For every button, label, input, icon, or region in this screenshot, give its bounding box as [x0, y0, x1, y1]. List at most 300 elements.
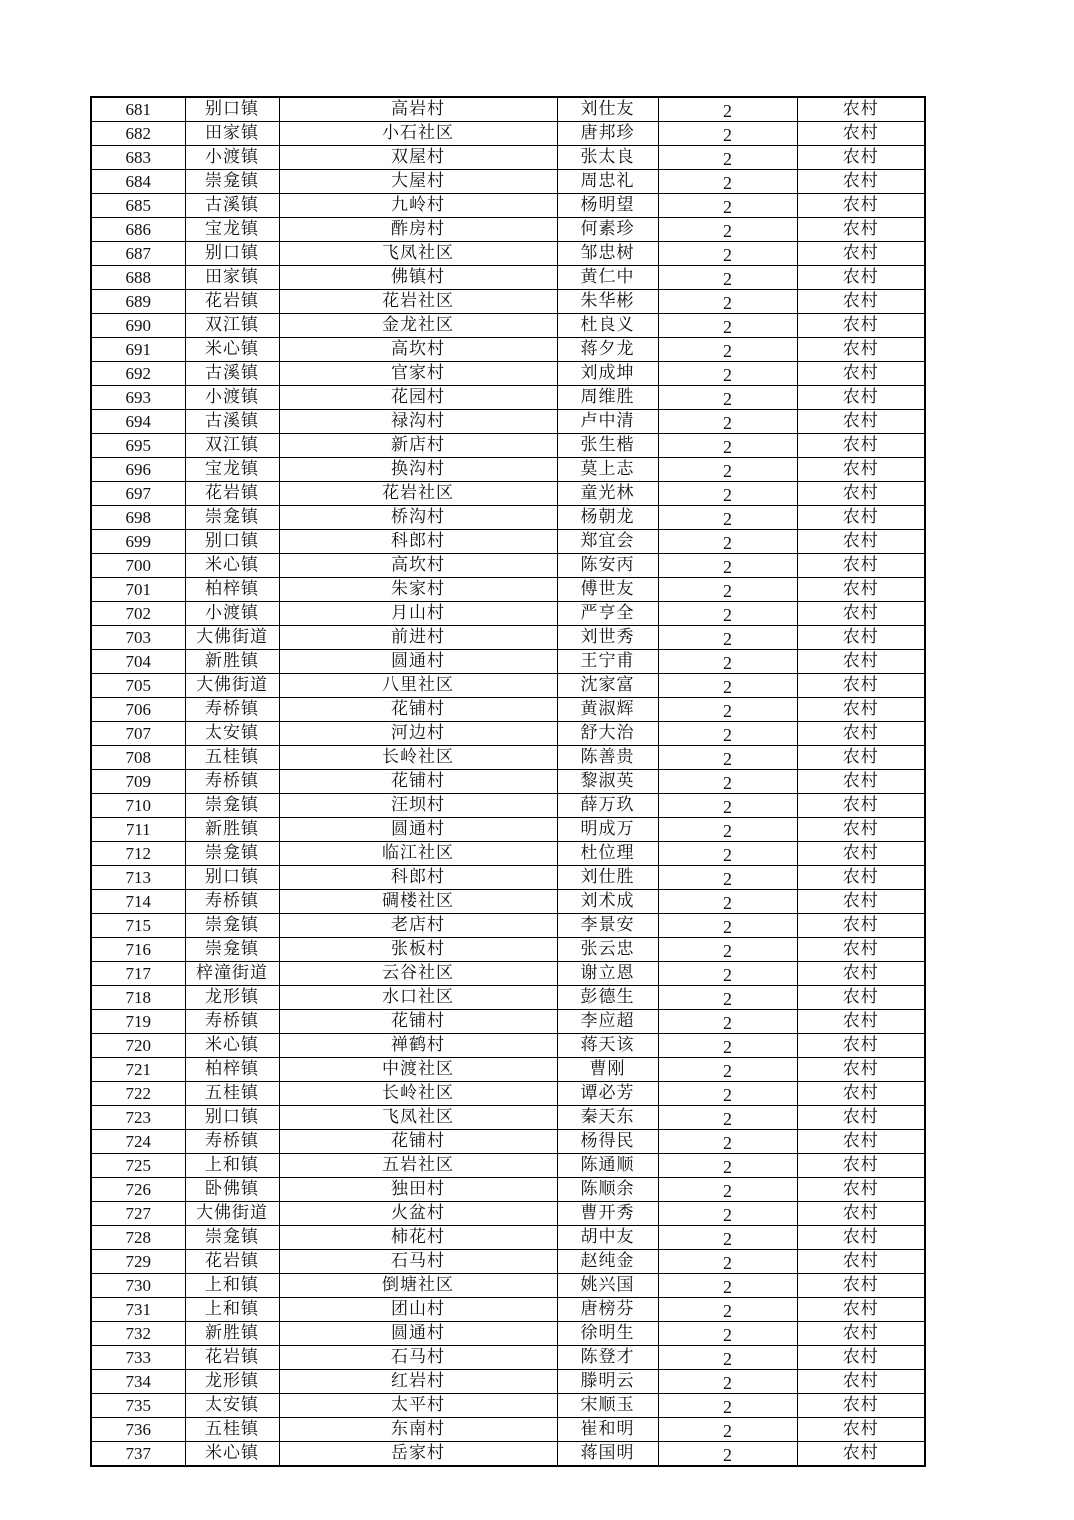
cell-person-name: 杨朝龙 — [557, 506, 658, 530]
table-row — [91, 458, 925, 482]
cell-serial-number: 685 — [91, 194, 185, 218]
cell-household-type: 农村 — [797, 626, 925, 650]
cell-quantity: 2 — [658, 1274, 797, 1298]
cell-town: 五桂镇 — [185, 1418, 279, 1442]
cell-quantity: 2 — [658, 1130, 797, 1154]
cell-town: 上和镇 — [185, 1274, 279, 1298]
cell-serial-number: 726 — [91, 1178, 185, 1202]
cell-village: 石马村 — [279, 1250, 557, 1274]
cell-quantity: 2 — [658, 866, 797, 890]
cell-person-name: 刘成坤 — [557, 362, 658, 386]
cell-town: 大佛街道 — [185, 626, 279, 650]
cell-household-type: 农村 — [797, 218, 925, 242]
cell-person-name: 杜位理 — [557, 842, 658, 866]
cell-town: 崇龛镇 — [185, 794, 279, 818]
cell-village: 河边村 — [279, 722, 557, 746]
cell-town: 米心镇 — [185, 1442, 279, 1467]
cell-village: 小石社区 — [279, 122, 557, 146]
cell-person-name: 朱华彬 — [557, 290, 658, 314]
cell-serial-number: 698 — [91, 506, 185, 530]
cell-person-name: 崔和明 — [557, 1418, 658, 1442]
cell-quantity: 2 — [658, 1418, 797, 1442]
cell-serial-number: 729 — [91, 1250, 185, 1274]
cell-household-type: 农村 — [797, 1274, 925, 1298]
cell-serial-number: 717 — [91, 962, 185, 986]
cell-serial-number: 716 — [91, 938, 185, 962]
cell-household-type: 农村 — [797, 410, 925, 434]
cell-person-name: 沈家富 — [557, 674, 658, 698]
cell-person-name: 刘仕友 — [557, 97, 658, 122]
cell-town: 小渡镇 — [185, 386, 279, 410]
table-row — [91, 1202, 925, 1226]
cell-village: 八里社区 — [279, 674, 557, 698]
cell-person-name: 宋顺玉 — [557, 1394, 658, 1418]
cell-quantity: 2 — [658, 458, 797, 482]
cell-serial-number: 737 — [91, 1442, 185, 1467]
cell-household-type: 农村 — [797, 674, 925, 698]
cell-town: 梓潼街道 — [185, 962, 279, 986]
cell-quantity: 2 — [658, 1178, 797, 1202]
cell-household-type: 农村 — [797, 746, 925, 770]
cell-serial-number: 707 — [91, 722, 185, 746]
cell-serial-number: 681 — [91, 97, 185, 122]
table-row — [91, 578, 925, 602]
cell-household-type: 农村 — [797, 338, 925, 362]
cell-person-name: 姚兴国 — [557, 1274, 658, 1298]
cell-quantity: 2 — [658, 146, 797, 170]
cell-village: 圆通村 — [279, 818, 557, 842]
cell-quantity: 2 — [658, 410, 797, 434]
cell-serial-number: 713 — [91, 866, 185, 890]
cell-quantity: 2 — [658, 170, 797, 194]
cell-household-type: 农村 — [797, 170, 925, 194]
cell-town: 太安镇 — [185, 722, 279, 746]
cell-serial-number: 724 — [91, 1130, 185, 1154]
cell-serial-number: 710 — [91, 794, 185, 818]
table-row — [91, 170, 925, 194]
cell-town: 田家镇 — [185, 122, 279, 146]
table-row — [91, 746, 925, 770]
cell-household-type: 农村 — [797, 1370, 925, 1394]
table-row — [91, 818, 925, 842]
cell-town: 双江镇 — [185, 314, 279, 338]
cell-quantity: 2 — [658, 506, 797, 530]
cell-person-name: 蒋天该 — [557, 1034, 658, 1058]
cell-quantity: 2 — [658, 650, 797, 674]
table-row — [91, 314, 925, 338]
cell-quantity: 2 — [658, 1370, 797, 1394]
cell-town: 宝龙镇 — [185, 218, 279, 242]
cell-person-name: 卢中清 — [557, 410, 658, 434]
table-row — [91, 242, 925, 266]
cell-quantity: 2 — [658, 434, 797, 458]
cell-serial-number: 702 — [91, 602, 185, 626]
cell-village: 长岭社区 — [279, 1082, 557, 1106]
cell-village: 花铺村 — [279, 770, 557, 794]
cell-serial-number: 719 — [91, 1010, 185, 1034]
table-row — [91, 146, 925, 170]
cell-household-type: 农村 — [797, 266, 925, 290]
cell-quantity: 2 — [658, 338, 797, 362]
table-row — [91, 482, 925, 506]
cell-village: 团山村 — [279, 1298, 557, 1322]
cell-household-type: 农村 — [797, 122, 925, 146]
cell-person-name: 蒋国明 — [557, 1442, 658, 1467]
cell-village: 高坎村 — [279, 338, 557, 362]
cell-household-type: 农村 — [797, 1298, 925, 1322]
cell-household-type: 农村 — [797, 1106, 925, 1130]
table-row — [91, 1082, 925, 1106]
table-row — [91, 1274, 925, 1298]
cell-village: 云谷社区 — [279, 962, 557, 986]
cell-quantity: 2 — [658, 1010, 797, 1034]
cell-serial-number: 703 — [91, 626, 185, 650]
cell-town: 五桂镇 — [185, 746, 279, 770]
cell-town: 宝龙镇 — [185, 458, 279, 482]
cell-serial-number: 683 — [91, 146, 185, 170]
cell-person-name: 徐明生 — [557, 1322, 658, 1346]
cell-person-name: 杜良义 — [557, 314, 658, 338]
cell-household-type: 农村 — [797, 1058, 925, 1082]
cell-person-name: 赵纯金 — [557, 1250, 658, 1274]
cell-town: 柏梓镇 — [185, 1058, 279, 1082]
cell-village: 新店村 — [279, 434, 557, 458]
table-row — [91, 1250, 925, 1274]
cell-quantity: 2 — [658, 818, 797, 842]
table-row — [91, 290, 925, 314]
cell-serial-number: 701 — [91, 578, 185, 602]
cell-household-type: 农村 — [797, 506, 925, 530]
cell-person-name: 陈安丙 — [557, 554, 658, 578]
cell-quantity: 2 — [658, 626, 797, 650]
cell-household-type: 农村 — [797, 194, 925, 218]
cell-serial-number: 734 — [91, 1370, 185, 1394]
cell-household-type: 农村 — [797, 722, 925, 746]
cell-person-name: 胡中友 — [557, 1226, 658, 1250]
cell-town: 米心镇 — [185, 1034, 279, 1058]
table-row — [91, 1442, 925, 1467]
cell-person-name: 谢立恩 — [557, 962, 658, 986]
cell-household-type: 农村 — [797, 650, 925, 674]
cell-household-type: 农村 — [797, 1418, 925, 1442]
cell-village: 张板村 — [279, 938, 557, 962]
cell-household-type: 农村 — [797, 1034, 925, 1058]
cell-town: 新胜镇 — [185, 650, 279, 674]
cell-person-name: 曹刚 — [557, 1058, 658, 1082]
table-row — [91, 338, 925, 362]
cell-person-name: 曹开秀 — [557, 1202, 658, 1226]
table-row — [91, 410, 925, 434]
cell-town: 卧佛镇 — [185, 1178, 279, 1202]
table-body — [91, 97, 925, 1466]
cell-household-type: 农村 — [797, 794, 925, 818]
cell-quantity: 2 — [658, 1442, 797, 1467]
cell-person-name: 王宁甫 — [557, 650, 658, 674]
cell-village: 禅鹤村 — [279, 1034, 557, 1058]
cell-household-type: 农村 — [797, 1346, 925, 1370]
cell-person-name: 黎淑英 — [557, 770, 658, 794]
cell-village: 碉楼社区 — [279, 890, 557, 914]
cell-person-name: 李应超 — [557, 1010, 658, 1034]
cell-town: 寿桥镇 — [185, 890, 279, 914]
cell-serial-number: 692 — [91, 362, 185, 386]
cell-serial-number: 722 — [91, 1082, 185, 1106]
cell-household-type: 农村 — [797, 530, 925, 554]
cell-person-name: 唐邦珍 — [557, 122, 658, 146]
table-row — [91, 1346, 925, 1370]
table-row — [91, 914, 925, 938]
cell-serial-number: 687 — [91, 242, 185, 266]
cell-person-name: 周忠礼 — [557, 170, 658, 194]
cell-village: 禄沟村 — [279, 410, 557, 434]
cell-town: 花岩镇 — [185, 1250, 279, 1274]
cell-quantity: 2 — [658, 290, 797, 314]
cell-serial-number: 706 — [91, 698, 185, 722]
cell-village: 石马村 — [279, 1346, 557, 1370]
cell-village: 飞凤社区 — [279, 1106, 557, 1130]
cell-village: 柿花村 — [279, 1226, 557, 1250]
cell-quantity: 2 — [658, 1202, 797, 1226]
cell-serial-number: 730 — [91, 1274, 185, 1298]
cell-household-type: 农村 — [797, 146, 925, 170]
cell-town: 龙形镇 — [185, 986, 279, 1010]
cell-town: 崇龛镇 — [185, 1226, 279, 1250]
data-table — [90, 96, 926, 1467]
cell-household-type: 农村 — [797, 290, 925, 314]
cell-quantity: 2 — [658, 242, 797, 266]
cell-town: 五桂镇 — [185, 1082, 279, 1106]
cell-person-name: 唐榜芬 — [557, 1298, 658, 1322]
cell-serial-number: 728 — [91, 1226, 185, 1250]
cell-town: 大佛街道 — [185, 674, 279, 698]
cell-village: 中渡社区 — [279, 1058, 557, 1082]
cell-serial-number: 721 — [91, 1058, 185, 1082]
table-row — [91, 122, 925, 146]
cell-town: 新胜镇 — [185, 1322, 279, 1346]
cell-serial-number: 723 — [91, 1106, 185, 1130]
cell-town: 花岩镇 — [185, 482, 279, 506]
cell-village: 汪坝村 — [279, 794, 557, 818]
cell-town: 寿桥镇 — [185, 1130, 279, 1154]
cell-serial-number: 736 — [91, 1418, 185, 1442]
cell-serial-number: 694 — [91, 410, 185, 434]
cell-person-name: 严亨全 — [557, 602, 658, 626]
cell-household-type: 农村 — [797, 1010, 925, 1034]
cell-serial-number: 732 — [91, 1322, 185, 1346]
cell-town: 龙形镇 — [185, 1370, 279, 1394]
cell-town: 寿桥镇 — [185, 698, 279, 722]
cell-village: 双屋村 — [279, 146, 557, 170]
cell-serial-number: 714 — [91, 890, 185, 914]
cell-quantity: 2 — [658, 194, 797, 218]
table-row — [91, 794, 925, 818]
table-row — [91, 866, 925, 890]
cell-serial-number: 684 — [91, 170, 185, 194]
cell-village: 前进村 — [279, 626, 557, 650]
table-row — [91, 674, 925, 698]
cell-village: 科郎村 — [279, 530, 557, 554]
cell-person-name: 张生楷 — [557, 434, 658, 458]
cell-town: 花岩镇 — [185, 1346, 279, 1370]
cell-quantity: 2 — [658, 986, 797, 1010]
cell-quantity: 2 — [658, 1058, 797, 1082]
cell-town: 太安镇 — [185, 1394, 279, 1418]
cell-quantity: 2 — [658, 97, 797, 122]
cell-village: 火盆村 — [279, 1202, 557, 1226]
cell-serial-number: 693 — [91, 386, 185, 410]
table-row — [91, 554, 925, 578]
cell-household-type: 农村 — [797, 938, 925, 962]
cell-quantity: 2 — [658, 386, 797, 410]
cell-serial-number: 709 — [91, 770, 185, 794]
cell-person-name: 李景安 — [557, 914, 658, 938]
cell-village: 花铺村 — [279, 698, 557, 722]
cell-person-name: 黄仁中 — [557, 266, 658, 290]
cell-village: 九岭村 — [279, 194, 557, 218]
table-row — [91, 218, 925, 242]
cell-quantity: 2 — [658, 554, 797, 578]
cell-serial-number: 688 — [91, 266, 185, 290]
table-row — [91, 698, 925, 722]
cell-household-type: 农村 — [797, 602, 925, 626]
cell-person-name: 陈登才 — [557, 1346, 658, 1370]
cell-serial-number: 708 — [91, 746, 185, 770]
cell-person-name: 陈善贵 — [557, 746, 658, 770]
table-row — [91, 434, 925, 458]
cell-household-type: 农村 — [797, 386, 925, 410]
cell-village: 桥沟村 — [279, 506, 557, 530]
cell-household-type: 农村 — [797, 242, 925, 266]
cell-serial-number: 700 — [91, 554, 185, 578]
cell-town: 寿桥镇 — [185, 1010, 279, 1034]
cell-quantity: 2 — [658, 266, 797, 290]
cell-town: 花岩镇 — [185, 290, 279, 314]
cell-person-name: 莫上志 — [557, 458, 658, 482]
cell-person-name: 童光林 — [557, 482, 658, 506]
cell-household-type: 农村 — [797, 962, 925, 986]
cell-village: 花岩社区 — [279, 290, 557, 314]
cell-person-name: 秦天东 — [557, 1106, 658, 1130]
cell-quantity: 2 — [658, 746, 797, 770]
cell-quantity: 2 — [658, 1394, 797, 1418]
cell-household-type: 农村 — [797, 1082, 925, 1106]
cell-village: 酢房村 — [279, 218, 557, 242]
cell-quantity: 2 — [658, 938, 797, 962]
table-row — [91, 530, 925, 554]
cell-quantity: 2 — [658, 890, 797, 914]
cell-household-type: 农村 — [797, 458, 925, 482]
cell-household-type: 农村 — [797, 434, 925, 458]
cell-household-type: 农村 — [797, 578, 925, 602]
cell-household-type: 农村 — [797, 770, 925, 794]
cell-household-type: 农村 — [797, 1202, 925, 1226]
cell-household-type: 农村 — [797, 1394, 925, 1418]
cell-household-type: 农村 — [797, 554, 925, 578]
cell-village: 高岩村 — [279, 97, 557, 122]
cell-person-name: 谭必芳 — [557, 1082, 658, 1106]
cell-household-type: 农村 — [797, 818, 925, 842]
cell-village: 东南村 — [279, 1418, 557, 1442]
cell-person-name: 刘仕胜 — [557, 866, 658, 890]
cell-household-type: 农村 — [797, 1442, 925, 1467]
cell-quantity: 2 — [658, 770, 797, 794]
cell-town: 崇龛镇 — [185, 506, 279, 530]
cell-household-type: 农村 — [797, 1130, 925, 1154]
cell-person-name: 杨得民 — [557, 1130, 658, 1154]
cell-village: 金龙社区 — [279, 314, 557, 338]
cell-quantity: 2 — [658, 794, 797, 818]
cell-person-name: 陈通顺 — [557, 1154, 658, 1178]
cell-quantity: 2 — [658, 1298, 797, 1322]
cell-village: 花园村 — [279, 386, 557, 410]
cell-serial-number: 696 — [91, 458, 185, 482]
cell-village: 花岩社区 — [279, 482, 557, 506]
cell-household-type: 农村 — [797, 890, 925, 914]
cell-person-name: 邹忠树 — [557, 242, 658, 266]
cell-household-type: 农村 — [797, 482, 925, 506]
cell-town: 崇龛镇 — [185, 842, 279, 866]
table-row — [91, 362, 925, 386]
table-row — [91, 842, 925, 866]
cell-village: 大屋村 — [279, 170, 557, 194]
cell-quantity: 2 — [658, 482, 797, 506]
cell-village: 临江社区 — [279, 842, 557, 866]
table-row — [91, 266, 925, 290]
table-row — [91, 722, 925, 746]
cell-person-name: 陈顺余 — [557, 1178, 658, 1202]
table-row — [91, 386, 925, 410]
table-row — [91, 506, 925, 530]
cell-quantity: 2 — [658, 602, 797, 626]
cell-household-type: 农村 — [797, 698, 925, 722]
table-row — [91, 1058, 925, 1082]
cell-quantity: 2 — [658, 698, 797, 722]
cell-village: 红岩村 — [279, 1370, 557, 1394]
table-row — [91, 938, 925, 962]
cell-household-type: 农村 — [797, 914, 925, 938]
cell-town: 崇龛镇 — [185, 914, 279, 938]
cell-village: 官家村 — [279, 362, 557, 386]
cell-town: 双江镇 — [185, 434, 279, 458]
cell-quantity: 2 — [658, 962, 797, 986]
table-row — [91, 1106, 925, 1130]
cell-serial-number: 689 — [91, 290, 185, 314]
cell-person-name: 明成万 — [557, 818, 658, 842]
cell-town: 崇龛镇 — [185, 938, 279, 962]
cell-quantity: 2 — [658, 1106, 797, 1130]
cell-town: 上和镇 — [185, 1154, 279, 1178]
cell-village: 老店村 — [279, 914, 557, 938]
cell-village: 太平村 — [279, 1394, 557, 1418]
cell-town: 别口镇 — [185, 242, 279, 266]
cell-quantity: 2 — [658, 578, 797, 602]
cell-quantity: 2 — [658, 674, 797, 698]
cell-household-type: 农村 — [797, 842, 925, 866]
cell-serial-number: 711 — [91, 818, 185, 842]
cell-serial-number: 731 — [91, 1298, 185, 1322]
cell-quantity: 2 — [658, 1322, 797, 1346]
cell-quantity: 2 — [658, 1226, 797, 1250]
table-row — [91, 1178, 925, 1202]
cell-person-name: 刘术成 — [557, 890, 658, 914]
cell-serial-number: 695 — [91, 434, 185, 458]
cell-quantity: 2 — [658, 1250, 797, 1274]
cell-person-name: 薛万玖 — [557, 794, 658, 818]
cell-town: 寿桥镇 — [185, 770, 279, 794]
table-row — [91, 1130, 925, 1154]
cell-person-name: 周维胜 — [557, 386, 658, 410]
cell-person-name: 杨明望 — [557, 194, 658, 218]
